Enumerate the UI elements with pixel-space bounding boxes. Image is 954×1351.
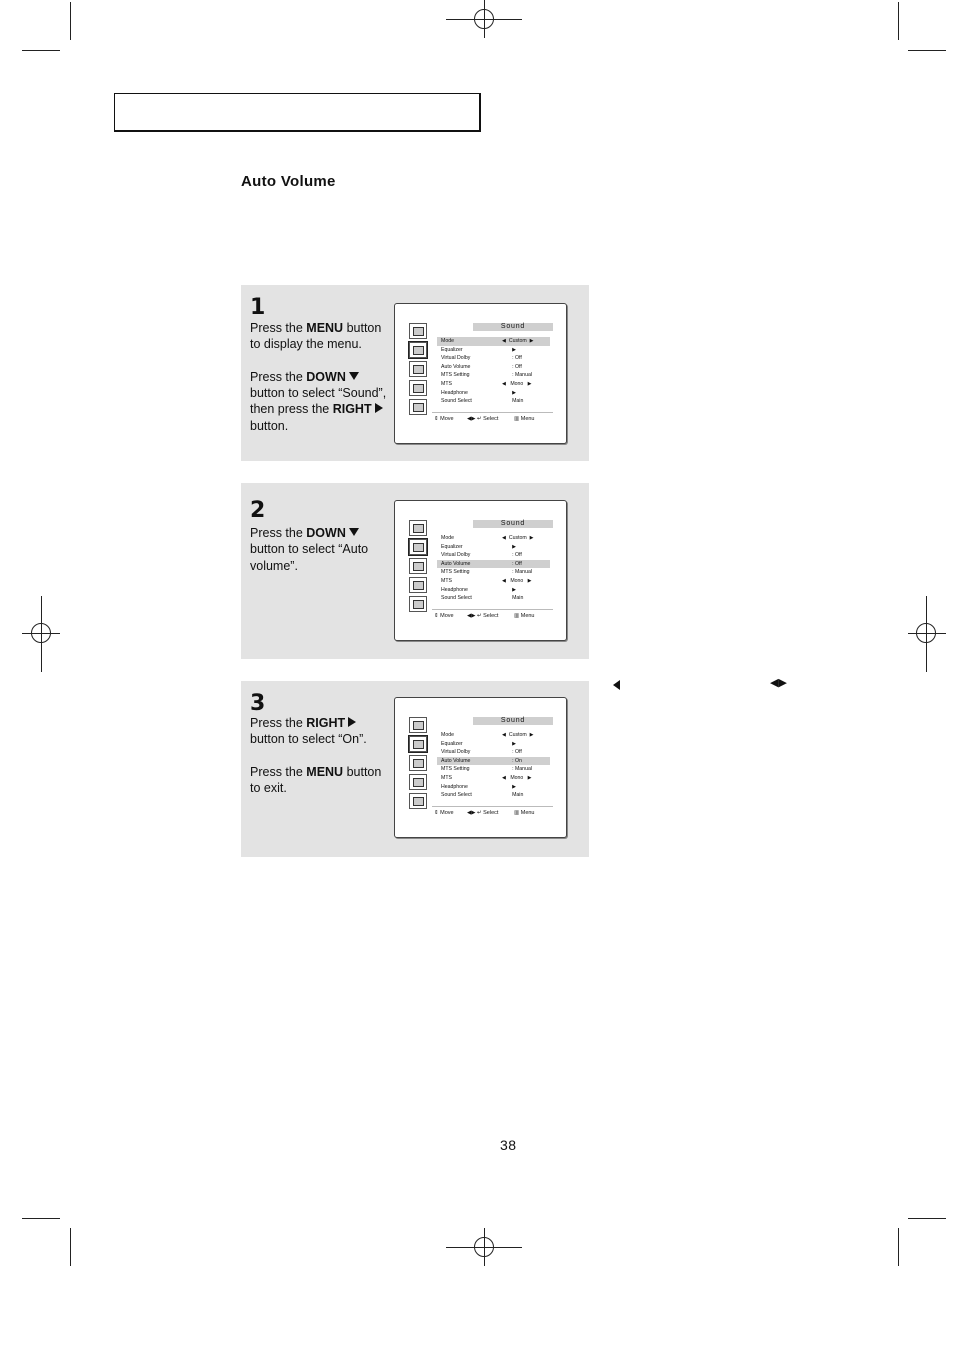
button-name: RIGHT [332,402,372,417]
tv-menu-screen [394,303,567,444]
menu-row-value: ◀ Custom ▶ [502,338,534,344]
instruction-text: button to select “Sound”, then press the [250,386,387,417]
menu-row-value: : On [502,757,522,764]
menu-icon: ▥ [514,613,521,619]
menu-row-value: Main [502,792,524,799]
footer-menu-label: Menu [520,416,535,422]
chapter-header-box [114,93,481,132]
menu-row [437,765,550,774]
instruction-paragraph [250,369,392,434]
move-icon: ⇕ [434,613,441,619]
menu-row [437,740,550,749]
menu-row [437,543,550,552]
footer-select-label: Select [483,810,499,816]
menu-row [437,346,550,355]
step-number: 1 [250,295,266,320]
setup-icon [409,380,427,396]
menu-row-label: Mode [441,732,454,738]
channel-icon [409,361,427,377]
menu-row-value: ▶ [502,346,517,353]
instruction-paragraph [250,715,392,748]
menu-row-label: MTS Setting [441,569,470,576]
menu-row-label: MTS [441,577,452,584]
button-name: MENU [306,321,344,335]
menu-row-label: Headphone [441,586,468,593]
menu-row [437,397,550,406]
menu-row-value: : Manual [502,766,532,773]
menu-row-value: ◀ Custom ▶ [502,535,534,541]
menu-row [437,560,550,569]
menu-row [437,568,550,577]
menu-row-label: Auto Volume [441,363,471,370]
footer-move-label: Move [440,810,454,816]
step-number: 2 [250,498,266,523]
instruction-text: button to display the menu. [250,321,382,352]
menu-icon: ▥ [514,416,521,422]
menu-row [437,791,550,800]
instruction-text: Press the [250,369,307,384]
menu-row-label: Sound Select [441,595,472,602]
footer-menu-label: Menu [520,810,535,816]
footer-menu [514,610,535,622]
menu-row [437,586,550,595]
menu-row-value: ◀ Mono ▶ [502,774,532,781]
menu-row-value: ▶ [502,389,517,396]
menu-footer [432,412,553,425]
right-arrow-icon [375,403,383,413]
footer-menu-label: Menu [520,613,535,619]
menu-row-label: Mode [441,338,454,344]
menu-row-value: : Manual [502,569,532,576]
menu-row-value: ▶ [502,740,517,747]
instruction-text: button. [250,418,289,433]
sound-icon [409,736,427,752]
menu-row-label: Equalizer [441,543,463,550]
input-icon [409,399,427,415]
menu-row [437,354,550,363]
menu-row [437,337,550,346]
select-icon: ◀▶ ↵ [467,613,484,619]
channel-icon [409,755,427,771]
menu-row-label: Sound Select [441,398,472,405]
menu-row-label: Auto Volume [441,757,471,764]
instruction-paragraph [250,764,392,797]
instruction-text: button to select “Auto volume”. [250,542,369,573]
right-arrow-icon [348,717,356,727]
left-right-arrows-icon: ◀▶ [770,677,787,689]
menu-icon-column [409,717,427,812]
menu-row-label: Headphone [441,389,468,396]
menu-icon-column [409,323,427,418]
picture-icon [409,717,427,733]
menu-title: Sound [473,520,553,528]
step-instructions [250,525,392,574]
step-panel-2 [241,483,589,659]
menu-row-label: Equalizer [441,740,463,747]
menu-row-value: : Off [502,355,522,362]
menu-row-value: : Off [502,363,522,370]
menu-row-label: Sound Select [441,792,472,799]
button-name: DOWN [306,526,346,540]
button-name: DOWN [306,369,346,384]
sound-icon [409,539,427,555]
menu-row-label: Virtual Dolby [441,355,471,362]
channel-icon [409,558,427,574]
menu-row-label: Equalizer [441,346,463,353]
page-number: 38 [500,1137,517,1153]
section-title: Auto Volume [241,173,336,190]
instruction-text: button to select “On”. [250,732,367,747]
instruction-text: Press the [250,716,307,730]
down-arrow-icon [349,372,359,380]
menu-icon: ▥ [514,810,521,816]
step-instructions [250,320,392,434]
menu-row-value: ▶ [502,543,517,550]
button-name: MENU [306,764,344,779]
menu-footer [432,806,553,819]
menu-row-value: : Manual [502,372,532,379]
menu-row-value: ◀ Custom ▶ [502,732,534,738]
menu-title: Sound [473,323,553,331]
menu-row-label: MTS [441,380,452,387]
step-panel-3 [241,681,589,857]
menu-row [437,389,550,398]
move-icon: ⇕ [434,810,441,816]
menu-row-label: Headphone [441,783,468,790]
step-instructions [250,715,392,796]
input-icon [409,793,427,809]
menu-row-value: : Off [502,749,522,756]
input-icon [409,596,427,612]
menu-row-value: : Off [502,552,522,559]
left-arrow-icon [613,680,620,690]
footer-select [467,610,498,622]
down-arrow-icon [349,528,359,536]
menu-row [437,594,550,603]
menu-row [437,534,550,543]
menu-row-value: ◀ Mono ▶ [502,380,532,387]
menu-row [437,371,550,380]
menu-row [437,363,550,372]
menu-row-value: : Off [502,560,522,567]
instruction-paragraph [250,320,392,353]
menu-icon-column [409,520,427,615]
footer-select [467,413,498,425]
select-icon: ◀▶ ↵ [467,416,484,422]
footer-move-label: Move [440,416,454,422]
sound-menu [432,520,553,621]
instruction-text: Press the [250,321,307,335]
menu-row-label: MTS Setting [441,766,470,773]
menu-row-label: Virtual Dolby [441,552,471,559]
footer-move [434,413,454,425]
sound-icon [409,342,427,358]
tv-menu-screen [394,500,567,641]
footer-move [434,610,454,622]
menu-footer [432,609,553,622]
setup-icon [409,774,427,790]
step-panel-1 [241,285,589,461]
menu-row [437,774,550,783]
menu-row [437,757,550,766]
picture-icon [409,323,427,339]
instruction-text: Press the [250,526,307,540]
menu-row-value: ◀ Mono ▶ [502,577,532,584]
menu-row [437,551,550,560]
sound-menu [432,323,553,424]
footer-select [467,807,498,819]
menu-row-label: Virtual Dolby [441,749,471,756]
instruction-text: Press the [250,764,307,779]
footer-menu [514,807,535,819]
instruction-text: button to exit. [250,764,382,796]
menu-row-value: Main [502,398,524,405]
footer-move [434,807,454,819]
menu-row-label: Auto Volume [441,560,471,567]
instruction-paragraph [250,525,392,574]
tv-menu-screen [394,697,567,838]
menu-row [437,380,550,389]
footer-move-label: Move [440,613,454,619]
menu-row [437,748,550,757]
menu-row-label: Mode [441,535,454,541]
menu-row-value: ▶ [502,586,517,593]
menu-row-value: Main [502,595,524,602]
sound-menu [432,717,553,818]
menu-row [437,577,550,586]
menu-row-label: MTS Setting [441,372,470,379]
button-name: RIGHT [306,716,346,730]
menu-row-value: ▶ [502,783,517,790]
menu-row-label: MTS [441,774,452,781]
select-icon: ◀▶ ↵ [467,810,484,816]
setup-icon [409,577,427,593]
menu-row [437,731,550,740]
footer-select-label: Select [483,416,499,422]
footer-select-label: Select [483,613,499,619]
menu-row [437,783,550,792]
step-number: 3 [250,691,266,716]
picture-icon [409,520,427,536]
move-icon: ⇕ [434,416,441,422]
menu-title: Sound [473,717,553,725]
footer-menu [514,413,535,425]
